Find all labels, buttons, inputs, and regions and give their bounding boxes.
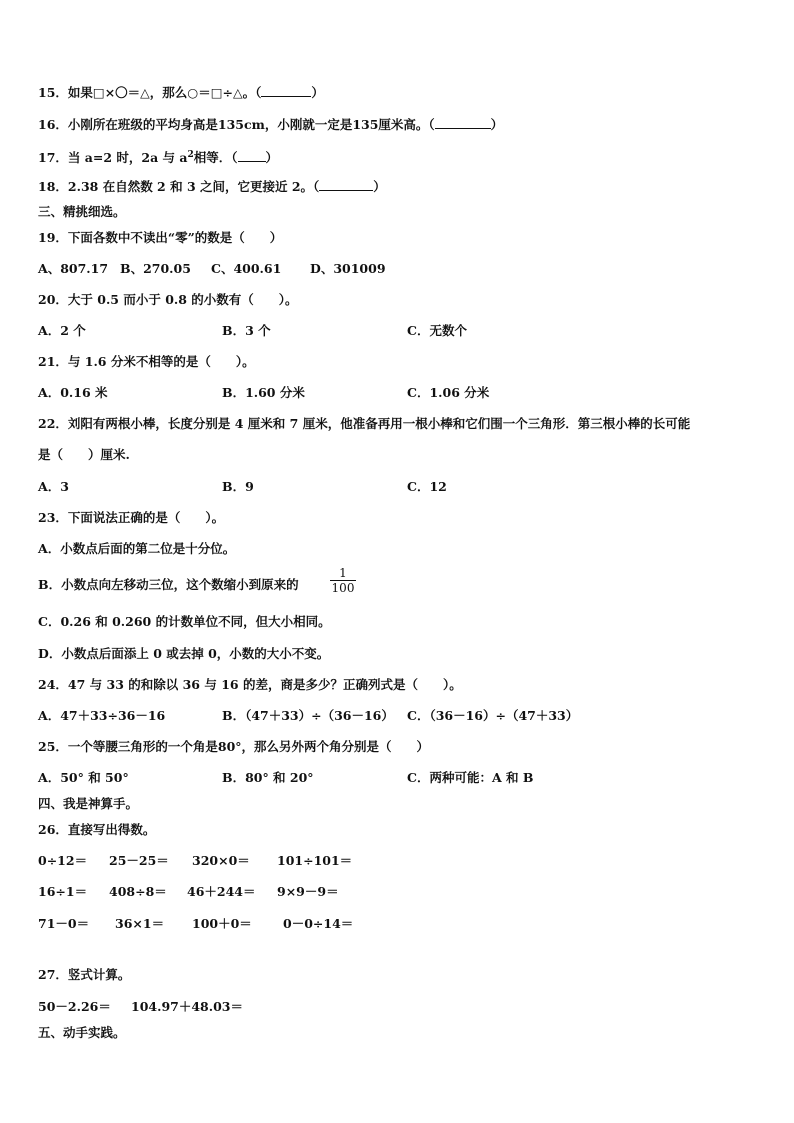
- option-a[interactable]: A．3: [38, 479, 69, 494]
- option-a[interactable]: A、807.17: [38, 261, 109, 276]
- option-a[interactable]: A．50° 和 50°: [38, 770, 129, 785]
- answer-blank[interactable]: [261, 84, 311, 97]
- question-25: 25．一个等腰三角形的一个角是80°，那么另外两个角分别是（ ）: [38, 739, 430, 754]
- question-20: 20．大于 0.5 而小于 0.8 的小数有（ ）。: [38, 292, 298, 307]
- calc-item: 25－25＝: [109, 853, 169, 868]
- option-b[interactable]: B．小数点向左移动三位，这个数缩小到原来的: [38, 577, 299, 592]
- calc-item: 408÷8＝: [109, 884, 167, 899]
- question-27: 27．竖式计算。: [38, 967, 131, 982]
- option-c[interactable]: C．（36－16）÷（47＋33）: [407, 708, 579, 723]
- question-19: 19．下面各数中不读出“零”的数是（ ）: [38, 230, 283, 245]
- calc-item: 0－0÷14＝: [283, 916, 354, 931]
- calc-item: 9×9－9＝: [277, 884, 339, 899]
- fraction: [330, 566, 356, 595]
- answer-blank[interactable]: [435, 116, 491, 129]
- answer-blank[interactable]: [238, 149, 266, 162]
- option-b[interactable]: B、270.05: [120, 261, 191, 276]
- option-b[interactable]: B．9: [222, 479, 254, 494]
- calc-item: 46＋244＝: [187, 884, 256, 899]
- option-c[interactable]: C．0.26 和 0.260 的计数单位不同，但大小相同。: [38, 614, 331, 629]
- calc-item: 0÷12＝: [38, 853, 88, 868]
- question-26: 26．直接写出得数。: [38, 822, 156, 837]
- section-title-4: 四、我是神算手。: [38, 796, 139, 811]
- option-c[interactable]: C．1.06 分米: [407, 385, 490, 400]
- option-b[interactable]: B．1.60 分米: [222, 385, 305, 400]
- question-15-text: 15．如果□×〇＝△，那么○＝□÷△。（: [38, 85, 262, 100]
- question-22-line-2: 是（ ）厘米.: [38, 447, 130, 462]
- calc-item: 100＋0＝: [192, 916, 252, 931]
- option-d[interactable]: D．小数点后面添上 0 或去掉 0，小数的大小不变。: [38, 646, 330, 661]
- option-a[interactable]: A．0.16 米: [38, 385, 108, 400]
- question-16: 16．小刚所在班级的平均身高是135cm，小刚就一定是135厘米高。（ ）: [38, 117, 504, 132]
- option-c[interactable]: C、400.61: [211, 261, 282, 276]
- question-18: 18．2.38 在自然数 2 和 3 之间，它更接近 2。（ ）: [38, 179, 386, 194]
- option-c[interactable]: C．两种可能：A 和 B: [407, 770, 534, 785]
- question-16-text: 16．小刚所在班级的平均身高是135cm，小刚就一定是135厘米高。（: [38, 117, 435, 132]
- option-a[interactable]: A．47＋33÷36－16: [38, 708, 166, 723]
- option-d[interactable]: D、301009: [310, 261, 386, 276]
- calc-item: 104.97＋48.03＝: [131, 999, 243, 1014]
- option-a[interactable]: A．小数点后面的第二位是十分位。: [38, 541, 236, 556]
- question-15: 15．如果□×〇＝△，那么○＝□÷△。（ ）: [38, 85, 324, 100]
- fraction-numerator: 1: [330, 566, 356, 581]
- option-b[interactable]: B．（47＋33）÷（36－16）: [222, 708, 394, 723]
- calc-item: 36×1＝: [115, 916, 165, 931]
- fraction-denominator: 100: [331, 581, 355, 595]
- option-b[interactable]: B．80° 和 20°: [222, 770, 314, 785]
- section-title-5: 五、动手实践。: [38, 1025, 126, 1040]
- question-21: 21．与 1.6 分米不相等的是（ ）。: [38, 354, 255, 369]
- calc-item: 50－2.26＝: [38, 999, 111, 1014]
- answer-blank[interactable]: [319, 178, 373, 191]
- option-c[interactable]: C．无数个: [407, 323, 467, 338]
- option-b[interactable]: B．3 个: [222, 323, 271, 338]
- question-22-line-1: 22．刘阳有两根小棒，长度分别是 4 厘米和 7 厘米，他准备再用一根小棒和它们围一个三角形．第三根小棒的长可能: [38, 416, 691, 431]
- calc-item: 16÷1＝: [38, 884, 88, 899]
- calc-item: 71－0＝: [38, 916, 90, 931]
- question-17: 17．当 a=2 时，2a 与 $a^2$相等．（ ）: [38, 150, 279, 166]
- section-title-3: 三、精挑细选。: [38, 204, 126, 219]
- calc-item: 320×0＝: [192, 853, 250, 868]
- question-24: 24．47 与 33 的和除以 36 与 16 的差，商是多少？正确列式是（ ）。: [38, 677, 462, 692]
- question-23: 23．下面说法正确的是（ ）。: [38, 510, 225, 525]
- option-c[interactable]: C．12: [407, 479, 447, 494]
- calc-item: 101÷101＝: [277, 853, 353, 868]
- option-a[interactable]: A．2 个: [38, 323, 86, 338]
